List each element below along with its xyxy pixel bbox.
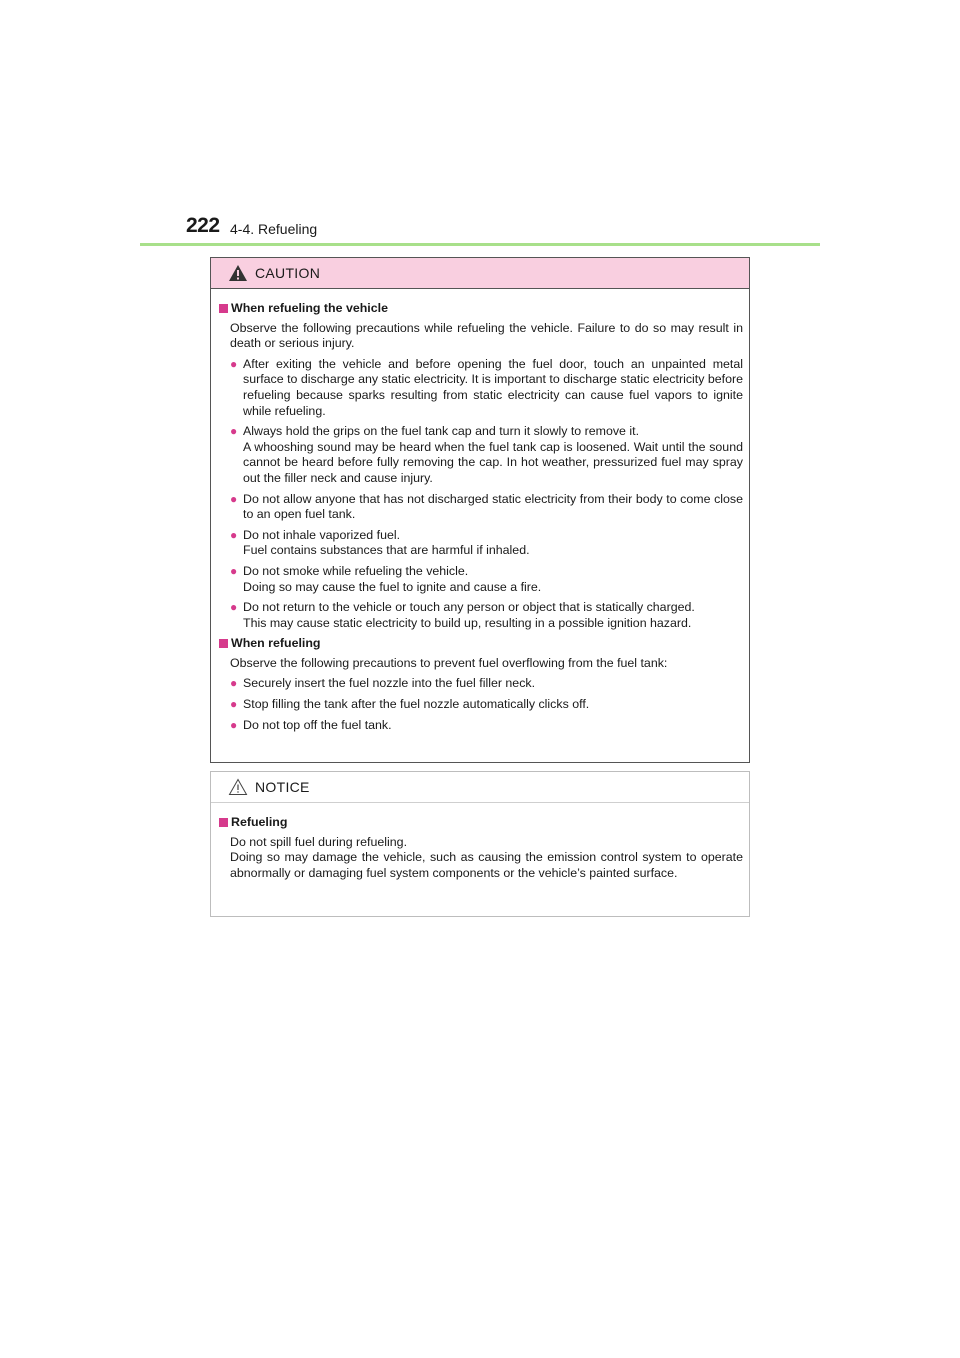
bullet-item — [230, 528, 743, 559]
round-bullet-icon: ● — [230, 697, 238, 712]
bullet-text — [243, 528, 743, 559]
bullet-item — [230, 564, 743, 595]
warning-triangle-icon — [228, 264, 248, 282]
section-title: 4-4. Refueling — [230, 221, 318, 237]
bullet-text — [243, 697, 743, 713]
bullet-text — [243, 718, 743, 734]
bullet-item — [230, 424, 743, 486]
notice-title: NOTICE — [255, 779, 310, 795]
bullet-item — [230, 676, 743, 692]
bullet-text — [243, 492, 743, 523]
text-line: Do not spill fuel during refueling. — [230, 834, 408, 849]
bullet-line: Fuel contains substances that are harmful if inhaled. — [243, 543, 530, 558]
bullet-item — [230, 718, 743, 734]
notice-body — [211, 803, 749, 881]
caution-body — [211, 289, 749, 733]
bullet-item — [230, 697, 743, 713]
bullet-line: Stop filling the tank after the fuel nozzle automatically clicks off. — [243, 697, 590, 712]
bullet-item — [230, 600, 743, 631]
bullet-text — [243, 424, 743, 486]
bullet-line: This may cause static electricity to build up, resulting in a possible ignition hazard. — [243, 615, 692, 630]
page-number: 222 — [186, 214, 220, 237]
caution-box — [210, 257, 750, 763]
bullet-line: A whooshing sound may be heard when the fuel tank cap is loosened. Wait until the sound cannot be heard before fully removing the cap. In hot weather, pressurized fuel may spray out the filler neck and cause injury. — [243, 439, 743, 485]
bullet-item — [230, 492, 743, 523]
bullet-text — [243, 600, 743, 631]
bullet-text — [243, 676, 743, 692]
round-bullet-icon: ● — [230, 356, 238, 371]
section-intro: Observe the following precautions to prevent fuel overflowing from the fuel tank: — [230, 655, 668, 670]
round-bullet-icon: ● — [230, 600, 238, 615]
section-heading-text: When refueling the vehicle — [231, 301, 388, 315]
bullet-line: After exiting the vehicle and before opening the fuel door, touch an unpainted metal surface to discharge any static electricity. It is important to discharge static electricity before refueling because sparks resulting from static electricity can cause fuel vapors to ignite while refueling. — [243, 356, 743, 418]
section-heading — [219, 301, 743, 317]
square-bullet-icon — [219, 818, 228, 827]
round-bullet-icon: ● — [230, 424, 238, 439]
bullet-line: Always hold the grips on the fuel tank cap and turn it slowly to remove it. — [243, 424, 640, 439]
section-heading — [219, 636, 743, 652]
notice-header — [211, 772, 749, 803]
bullet-line: Do not allow anyone that has not discharged static electricity from their body to come close to an open fuel tank. — [243, 491, 743, 522]
caution-header — [211, 258, 749, 289]
bullet-line: Doing so may cause the fuel to ignite and cause a fire. — [243, 579, 542, 594]
section-heading-text: When refueling — [231, 636, 321, 651]
bullet-line: Do not smoke while refueling the vehicle. — [243, 563, 469, 578]
section-text — [230, 835, 743, 882]
round-bullet-icon: ● — [230, 491, 238, 506]
bullet-line: Do not inhale vaporized fuel. — [243, 527, 401, 542]
square-bullet-icon — [219, 304, 228, 313]
bullet-line: Do not top off the fuel tank. — [243, 717, 392, 732]
page-header — [186, 214, 820, 246]
section-heading — [219, 815, 743, 831]
round-bullet-icon: ● — [230, 527, 238, 542]
round-bullet-icon: ● — [230, 563, 238, 578]
section-intro: Observe the following precautions while refueling the vehicle. Failure to do so may result in death or serious injury. — [230, 320, 743, 351]
warning-triangle-outline-icon — [228, 778, 248, 796]
round-bullet-icon: ● — [230, 676, 238, 691]
text-line: Doing so may damage the vehicle, such as causing the emission control system to operate abnormally or damaging fuel system components or the vehicle’s painted surface. — [230, 850, 743, 880]
caution-title: CAUTION — [255, 265, 321, 281]
section-heading-text: Refueling — [231, 815, 288, 829]
header-rule — [140, 243, 820, 246]
bullet-text — [243, 357, 743, 419]
bullet-text — [243, 564, 743, 595]
round-bullet-icon: ● — [230, 717, 238, 732]
bullet-item — [230, 357, 743, 419]
notice-box — [210, 771, 750, 917]
bullet-line: Securely insert the fuel nozzle into the fuel filler neck. — [243, 676, 536, 691]
square-bullet-icon — [219, 639, 228, 648]
bullet-line: Do not return to the vehicle or touch any person or object that is statically charged. — [243, 600, 695, 615]
